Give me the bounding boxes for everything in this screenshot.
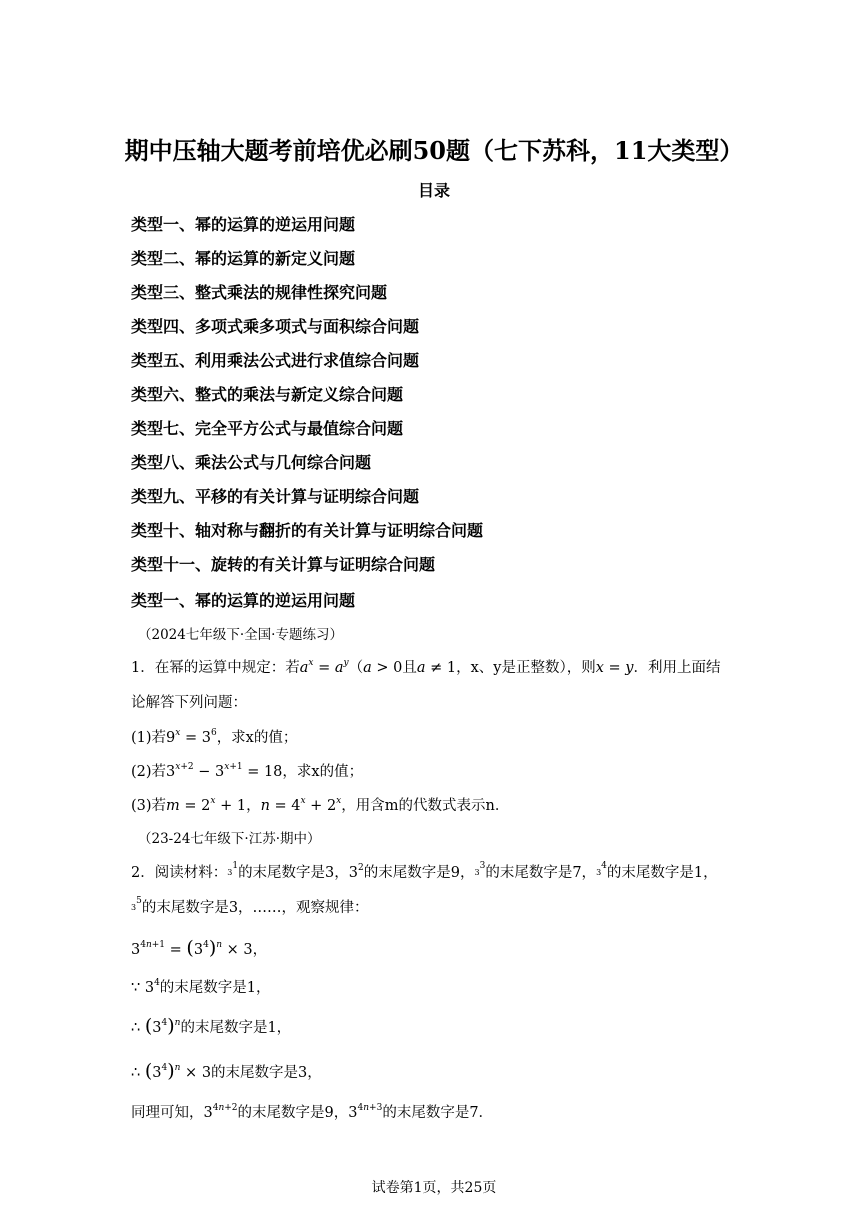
question-2-line-7: 同理可知，$3^{4n+2}$的末尾数字是9，$3^{4n+3}$的末尾数字是7． — [131, 1103, 494, 1121]
toc-item[interactable]: 类型十一、旋转的有关计算与证明综合问题 — [131, 555, 436, 574]
document-title: 期中压轴大题考前培优必刷50题（七下苏科，11大类型） — [124, 136, 744, 165]
toc-item[interactable]: 类型六、整式的乘法与新定义综合问题 — [131, 385, 404, 404]
toc-item[interactable]: 类型二、幂的运算的新定义问题 — [131, 249, 356, 268]
question-2-formula: $3^{4n+1} = (3^4)^n \times 3$， — [131, 937, 268, 959]
section-heading: 类型一、幂的运算的逆运用问题 — [131, 591, 356, 610]
question-2-line-4: ∵ $3^4$的末尾数字是1， — [131, 978, 271, 996]
toc-item[interactable]: 类型八、乘法公式与几何综合问题 — [131, 453, 372, 472]
toc-item[interactable]: 类型七、完全平方公式与最值综合问题 — [131, 419, 404, 438]
toc-item[interactable]: 类型十、轴对称与翻折的有关计算与证明综合问题 — [131, 521, 484, 540]
question-1-part-1: (1)若$9^x = 3^6$，求x的值； — [131, 728, 298, 746]
toc-item[interactable]: 类型五、利用乘法公式进行求值综合问题 — [131, 351, 420, 370]
question-2-line-2: $3^5$的末尾数字是3，……，观察规律： — [131, 896, 369, 916]
toc-heading: 目录 — [417, 181, 450, 200]
question-1-part-3: (3)若$m = 2^x + 1$，$n = 4^x + 2^x$，用含m的代数式表示n． — [131, 796, 510, 814]
table-of-contents — [131, 210, 483, 584]
question-1-part-2: (2)若$3^{x+2} - 3^{x+1} = 18$，求x的值； — [131, 762, 364, 780]
toc-item[interactable]: 类型九、平移的有关计算与证明综合问题 — [131, 487, 420, 506]
question-2-line-5: ∴ $(3^4)^n$的末尾数字是1， — [131, 1015, 292, 1037]
toc-item[interactable]: 类型一、幂的运算的逆运用问题 — [131, 215, 356, 234]
page-footer: 试卷第1页，共25页 — [371, 1180, 497, 1196]
toc-item[interactable]: 类型四、多项式乘多项式与面积综合问题 — [131, 317, 420, 336]
question-1-intro-continued: 论解答下列问题： — [131, 695, 247, 711]
question-1-intro: 1．在幂的运算中规定：若$a^x = a^y(a > 0$且a ≠ 1，x、y是正整数），则x = y．利用上面结 — [131, 658, 721, 676]
question-2-line-6: ∴ $(3^4)^n \times 3$的末尾数字是3， — [131, 1060, 322, 1082]
question-source: （23-24七年级下·江苏·期中） — [138, 831, 321, 847]
question-2-line-1: 2．阅读材料：$3^1$的末尾数字是3，$3^2$的末尾数字是9，$3^3$的末尾数字是7，$3^4$的末尾数字是1， — [131, 861, 718, 881]
question-source: （2024七年级下·全国·专题练习） — [138, 627, 343, 643]
toc-item[interactable]: 类型三、整式乘法的规律性探究问题 — [131, 283, 388, 302]
